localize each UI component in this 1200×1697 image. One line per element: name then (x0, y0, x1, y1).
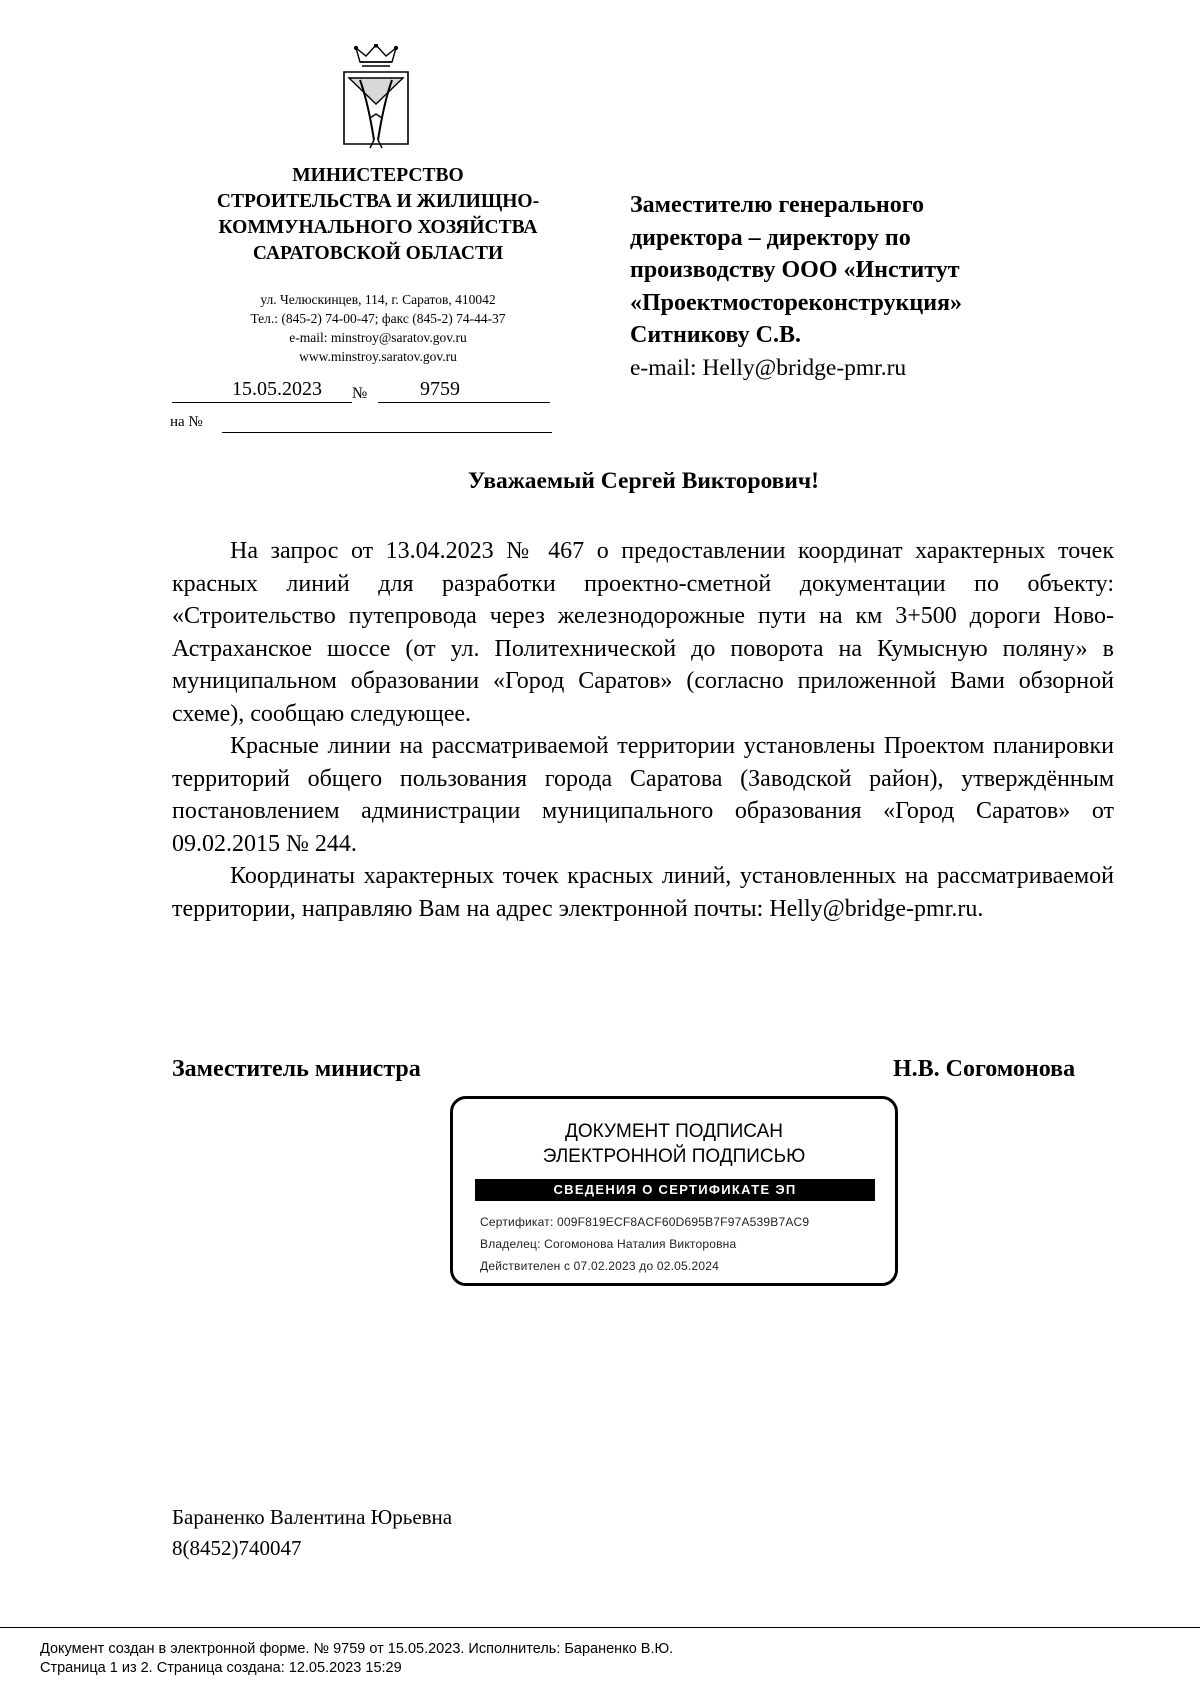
certificate-details (480, 1211, 890, 1277)
certificate-owner: Владелец: Согомонова Наталия Викторовна (480, 1237, 737, 1251)
stamp-title-line: ЭЛЕКТРОННОЙ ПОДПИСЬЮ (542, 1146, 806, 1167)
electronic-signature-stamp (450, 1096, 898, 1286)
coat-of-arms-emblem (340, 44, 412, 152)
registration-date-field (172, 380, 352, 403)
reference-number-field (222, 410, 552, 433)
registration-number-label: № (352, 385, 368, 402)
footer-page-info: Страница 1 из 2. Страница создана: 12.05.2023 15:29 (40, 1660, 402, 1676)
footer-divider (0, 1627, 1200, 1628)
ministry-name-line: САРАТОВСКОЙ ОБЛАСТИ (252, 243, 504, 264)
registration-number-field (378, 380, 550, 403)
executor-phone: 8(8452)740047 (172, 1536, 302, 1560)
ministry-name-line: СТРОИТЕЛЬСТВА И ЖИЛИЩНО- (216, 191, 540, 212)
stamp-title-line: ДОКУМЕНТ ПОДПИСАН (565, 1121, 783, 1142)
page-footer (40, 1640, 673, 1678)
addressee-name (630, 189, 1070, 352)
body-paragraph: Координаты характерных точек красных линий, установленных на рассматриваемой территории, направляю Вам на адрес электронной почты: Helly@bridge-pmr.ru. (172, 863, 1114, 922)
addressee-line: Ситникову С.В. (630, 322, 801, 348)
certificate-number: Сертификат: 009F819ECF8ACF60D695B7F97A539B7AC9 (480, 1215, 810, 1229)
reference-label: на № (170, 414, 203, 430)
ministry-phone: Тел.: (845-2) 74-00-47; факс (845-2) 74-44-37 (250, 311, 506, 326)
addressee-email: e-mail: Helly@bridge-pmr.ru (630, 354, 907, 381)
letter-body (172, 535, 1114, 925)
addressee-block (630, 189, 1070, 384)
addressee-line: «Проектмостореконструкция» (630, 289, 963, 316)
executor-block (172, 1502, 452, 1564)
registration-number: 9759 (420, 378, 460, 400)
ministry-email: e-mail: minstroy@saratov.gov.ru (289, 330, 467, 345)
ministry-name (170, 163, 586, 267)
addressee-line: производству ООО «Институт (630, 257, 960, 283)
registration-date: 15.05.2023 (232, 378, 322, 400)
footer-document-info: Документ создан в электронной форме. № 9759 от 15.05.2023. Исполнитель: Бараненко В.Ю. (40, 1641, 674, 1657)
signer-position: Заместитель министра (172, 1056, 421, 1082)
executor-name: Бараненко Валентина Юрьевна (172, 1505, 453, 1529)
body-paragraph: На запрос от 13.04.2023 № 467 о предоставлении координат характерных точек красных линий для разработки проектно-сметной документации по объекту: «Строительство путепровода через железнодорожные пути на км 3+500 дороги Ново-Астраханское шоссе (от ул. Политехнической до поворота на Кумысную поляну» в муниципальном образовании «Город Саратов» (согласно приложенной Вами обзорной схеме), сообщаю следующее. (172, 538, 1114, 727)
ministry-contacts (170, 290, 586, 366)
certificate-validity: Действителен с 07.02.2023 до 02.05.2024 (480, 1259, 719, 1273)
certificate-info-bar: СВЕДЕНИЯ О СЕРТИФИКАТЕ ЭП (475, 1179, 875, 1201)
greeting: Уважаемый Сергей Викторович! (468, 468, 819, 494)
ministry-name-line: КОММУНАЛЬНОГО ХОЗЯЙСТВА (218, 217, 538, 238)
stamp-title (453, 1119, 895, 1169)
addressee-line: Заместителю генерального (630, 192, 925, 218)
ministry-website: www.minstroy.saratov.gov.ru (299, 349, 457, 364)
signer-name: Н.В. Согомонова (893, 1056, 1076, 1082)
ministry-address: ул. Челюскинцев, 114, г. Саратов, 410042 (260, 292, 496, 307)
addressee-line: директора – директору по (630, 224, 911, 251)
ministry-name-line: МИНИСТЕРСТВО (292, 165, 464, 186)
body-paragraph: Красные линии на рассматриваемой территории установлены Проектом планировки территорий общего пользования города Саратова (Заводской район), утверждённым постановлением администрации муниципального образования «Город Саратов» от 09.02.2015 № 244. (172, 733, 1114, 857)
